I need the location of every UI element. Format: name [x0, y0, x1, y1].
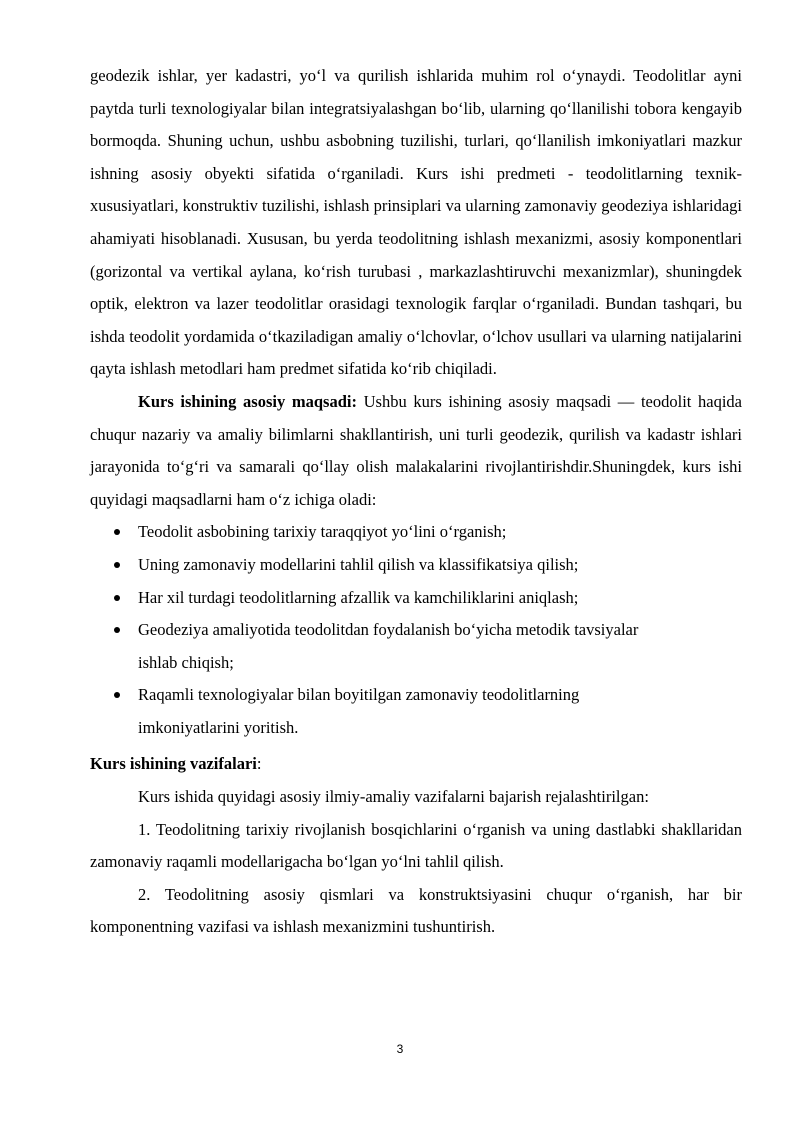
bullet-icon: [114, 562, 120, 568]
list-item: Raqamli texnologiyalar bilan boyitilgan zamonaviy teodolitlarning imkoniyatlarini yoritish.: [90, 679, 742, 744]
list-item: Uning zamonaviy modellarini tahlil qilish va klassifikatsiya qilish;: [90, 549, 742, 582]
tasks-heading: Kurs ishining vazifalari:: [90, 754, 262, 774]
task-item: 2. Teodolitning asosiy qismlari va konstruktsiyasini chuqur o‘rganish, har bir komponentning vazifasi va ishlash mexanizmini tushuntirish.: [90, 884, 742, 937]
goal-paragraph: [90, 386, 742, 516]
page-content: [90, 60, 742, 944]
tasks-intro: Kurs ishida quyidagi asosiy ilmiy-amaliy vazifalarni bajarish rejalashtirilgan:: [138, 787, 649, 807]
tasks-label: Kurs ishining vazifalari: [90, 754, 257, 774]
bullet-icon: [114, 692, 120, 698]
bullet-icon: [114, 627, 120, 633]
intro-paragraph: geodezik ishlar, yer kadastri, yo‘l va qurilish ishlarida muhim rol o‘ynaydi. Teodolitlar ayni paytda turli texnologiyalar bilan integratsiyalashgan bo‘lib, ularning qo‘llanilishi tobora kengayib bormoqda. Shuning uchun, ushbu asbobning tuzilishi, turlari, qo‘llanilish imkoniyatlari mazkur ishning asosiy obyekti sifatida o‘rganiladi. Kurs ishi predmeti - teodolitlarning texnik-xususiyatlari, konstruktiv tuzilishi, ishlash prinsiplari va ularning zamonaviy geodeziya ishlaridagi ahamiyati hisoblanadi. Xususan, bu yerda teodolitning ishlash mexanizmi, asosiy komponentlari (gorizontal va vertikal aylana, ko‘rish turubasi , markazlashtiruvchi mexanizmlar), shuningdek optik, elektron va lazer teodolitlar orasidagi texnologik farqlar o‘rganiladi. Bundan tashqari, bu ishda teodolit yordamida o‘tkaziladigan amaliy o‘lchovlar, o‘lchov usullari va ularning natijalarini qayta ishlash metodlari ham predmet sifatida ko‘rib chiqiladi.: [90, 66, 742, 379]
list-item: Teodolit asbobining tarixiy taraqqiyot yo‘lini o‘rganish;: [90, 516, 742, 549]
bullet-icon: [114, 595, 120, 601]
page-number: 3: [396, 1042, 404, 1056]
task-item: 1. Teodolitning tarixiy rivojlanish bosqichlarini o‘rganish va uning dastlabki shakllaridan zamonaviy raqamli modellarigacha bo‘lgan yo‘lni tahlil qilish.: [90, 819, 742, 872]
goal-label: Kurs ishining asosiy maqsadi:: [138, 391, 357, 411]
goals-list: [90, 516, 742, 744]
goal-text: Ushbu kurs ishining asosiy maqsadi — teodolit haqida chuqur nazariy va amaliy bilimlarni shakllantirish, uni turli geodezik, qurilish va kadastr ishlari jarayonida to‘g‘ri va samarali qo‘llay olish malakalarini rivojlantirishdir.Shuningdek, kurs ishi quyidagi maqsadlarni ham o‘z ichiga oladi:: [90, 391, 742, 509]
bullet-icon: [114, 529, 120, 535]
list-item: Geodeziya amaliyotida teodolitdan foydalanish bo‘yicha metodik tavsiyalar ishlab chiqish;: [90, 614, 742, 679]
list-item: Har xil turdagi teodolitlarning afzallik va kamchiliklarini aniqlash;: [90, 582, 742, 615]
